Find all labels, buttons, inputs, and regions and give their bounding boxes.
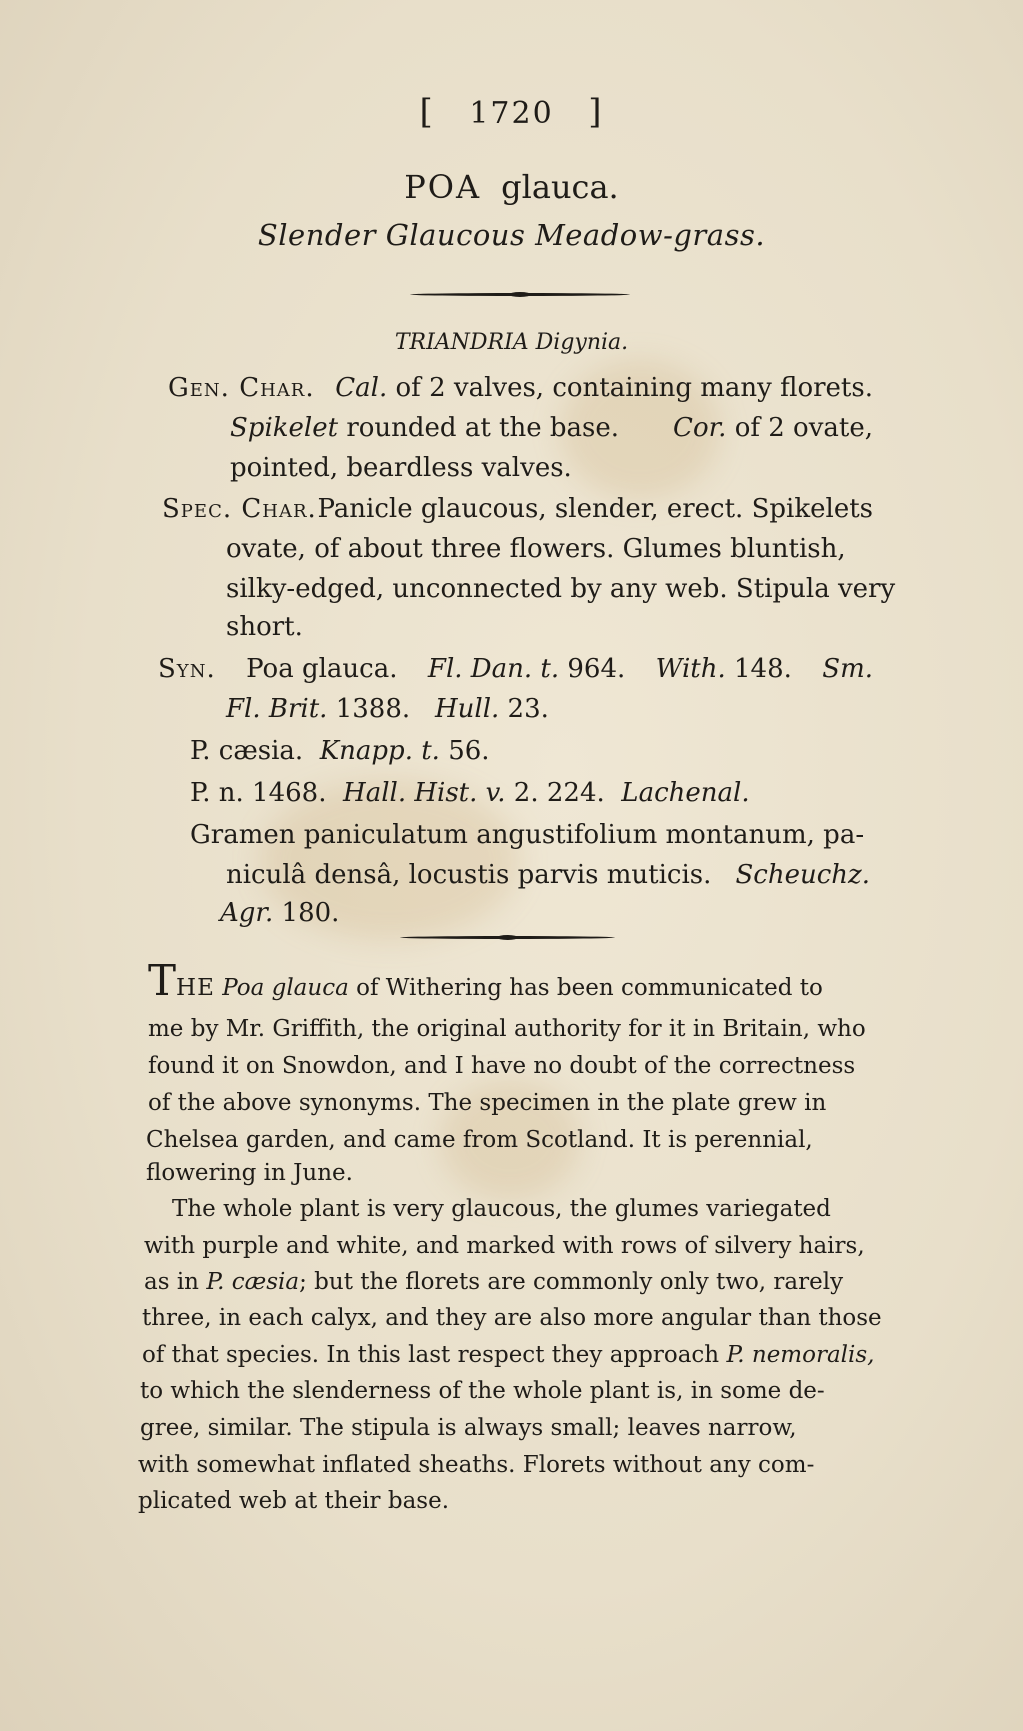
para2-line-3: as in P. cæsia; but the florets are commonly only two, rarely <box>144 1269 844 1295</box>
para2-line-7: gree, similar. The stipula is always small; leaves narrow, <box>140 1415 797 1441</box>
spec-char-line-2: ovate, of about three flowers. Glumes bluntish, <box>226 534 846 564</box>
gen-char-line-3: pointed, beardless valves. <box>230 453 572 483</box>
syn-line-5: Gramen paniculatum angustifolium montanum, pa- <box>190 820 865 850</box>
page-number: [ 1720 ] <box>419 92 604 132</box>
para2-line-1: The whole plant is very glaucous, the glumes variegated <box>172 1196 831 1222</box>
spec-char-line-3: silky-edged, unconnected by any web. Stipula very <box>226 574 896 604</box>
para2-line-2: with purple and white, and marked with rows of silvery hairs, <box>144 1233 865 1259</box>
gen-char-line-2: Spikelet rounded at the base. Cor. of 2 ovate, <box>230 413 873 443</box>
para2-line-9: plicated web at their base. <box>138 1488 450 1514</box>
gen-char-line-1: Gen. Char. Cal. of 2 valves, containing many florets. <box>168 373 873 403</box>
syn-line-7: Agr. 180. <box>220 898 340 928</box>
para1-line-5: Chelsea garden, and came from Scotland. It is perennial, <box>146 1127 813 1153</box>
para2-line-5: of that species. In this last respect they approach P. nemoralis, <box>142 1342 875 1368</box>
para1-line-4: of the above synonyms. The specimen in the plate grew in <box>148 1090 827 1116</box>
para2-line-8: with somewhat inflated sheaths. Florets without any com- <box>138 1452 815 1478</box>
para1-line-6: flowering in June. <box>146 1160 353 1186</box>
syn-line-2: Fl. Brit. 1388. Hull. 23. <box>226 694 549 724</box>
para1-line-2: me by Mr. Griffith, the original authority for it in Britain, who <box>148 1016 866 1042</box>
page-number-value: 1720 <box>469 96 554 131</box>
species-title <box>0 168 1023 206</box>
para2-line-6: to which the slenderness of the whole plant is, in some de- <box>140 1378 825 1404</box>
drop-cap: T <box>148 956 177 1005</box>
ornamental-rule <box>400 936 615 939</box>
syn-line-4: P. n. 1468. Hall. Hist. v. 2. 224. Lachenal. <box>190 778 750 808</box>
spec-char-line-4: short. <box>226 612 303 642</box>
ornamental-rule <box>410 293 630 296</box>
linnaean-classification: TRIANDRIA Digynia. <box>394 330 629 355</box>
common-name: Slender Glaucous Meadow-grass. <box>257 218 766 252</box>
para1-line-3: found it on Snowdon, and I have no doubt of the correctness <box>148 1053 856 1079</box>
spec-char-label: Spec. Char. <box>162 494 317 524</box>
syn-line-3: P. cæsia. Knapp. t. 56. <box>190 736 490 766</box>
spec-char-line-1: Spec. Char. Panicle glaucous, slender, erect. Spikelets <box>162 494 873 524</box>
para2-line-4: three, in each calyx, and they are also more angular than those <box>142 1305 882 1331</box>
genus-name: POA <box>404 168 482 206</box>
gen-char-label: Gen. Char. <box>168 373 315 403</box>
syn-line-1: Syn. Poa glauca. Fl. Dan. t. 964. With. 148. Sm. <box>158 654 873 684</box>
species-name: glauca. <box>501 168 619 206</box>
syn-label: Syn. <box>158 654 216 684</box>
para1-line-1: THE Poa glauca of Withering has been communicated to <box>148 956 823 1005</box>
syn-line-6: niculâ densâ, locustis parvis muticis. Scheuchz. <box>226 860 870 890</box>
